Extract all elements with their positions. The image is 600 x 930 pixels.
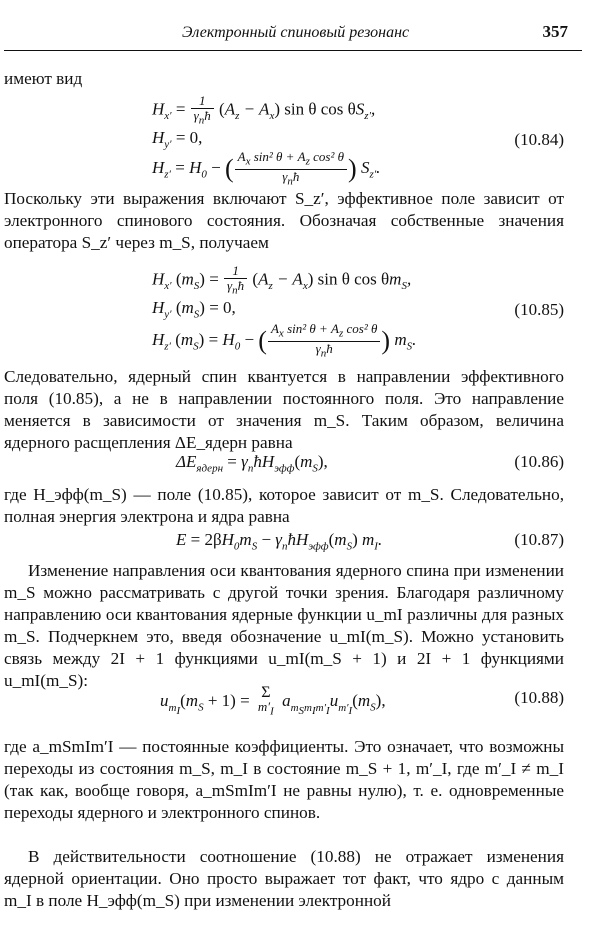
- paragraph: [4, 484, 564, 528]
- equation-line: $E = 2\beta H_0m_S$ − $\gamma_nħH_{эфф}(m_S)$ $m_I$.: [176, 530, 383, 553]
- paragraph-intro: [4, 68, 564, 90]
- equation-10-84: [0, 88, 600, 188]
- equation-number: (10.86): [514, 452, 564, 471]
- equation-line: $H_{y'} = 0$,: [152, 128, 203, 151]
- equation-10-85: [0, 258, 600, 362]
- paragraph-text: Поскольку эти выражения включают S_z′, эффективное поле зависит от электронного спинового состояния. Обозначая собственные значения оператора S_z′ через m_S, получаем: [4, 189, 564, 252]
- running-head: [0, 18, 600, 48]
- equation-10-88: [0, 680, 600, 730]
- running-head-title: Электронный спиновый резонанс: [182, 24, 410, 41]
- paragraph: [4, 366, 564, 454]
- paragraph-text: Следовательно, ядерный спин квантуется в направлении эффективного поля (10.85), а не в направлении постоянного поля. Это направление меняется в зависимости от значения m_S. Таким образом, величина ядерного расщепления ΔE_ядерн равна: [4, 367, 564, 452]
- equation-line: $H_{x'}$ = $\frac{1}{\gamma_nħ}$ $(A_z - A_x)$ sin θ $\cos \theta S_{z'}$,: [152, 93, 376, 127]
- equation-number: (10.88): [514, 688, 564, 707]
- equation-number: (10.84): [514, 130, 564, 149]
- equation-line: $H_{y'}$ $(m_S) = 0$,: [152, 298, 236, 321]
- paragraph-text: В действительности соотношение (10.88) не отражает изменения ядерной ориентации. Оно просто выражает тот факт, что ядро с данным m_I в поле H_эфф(m_S) при изменении электронной: [4, 847, 564, 910]
- page-number: 357: [542, 22, 568, 41]
- equation-line: $H_{z'}$ $(m_S) = H_0$ − ( $\frac{A_x \sin^2 \theta + A_z \cos^2 \theta}{\gamma_nħ}$ ) $m_S$.: [152, 321, 417, 360]
- paragraph-text: Изменение направления оси квантования ядерного спина при изменении m_S можно рассматривать с другой точки зрения. Благодаря различному направлению оси квантования ядерные функции u_mI различны для разных m_S. Подчеркнем это, введя обозначение u_mI(m_S). Можно установить связь между 2I + 1 функциями u_mI(m_S + 1) и 2I + 1 функциями u_mI(m_S):: [4, 561, 564, 690]
- equation-number: (10.85): [514, 300, 564, 319]
- paragraph-text: имеют вид: [4, 69, 83, 88]
- paragraph: [4, 736, 564, 824]
- equation-line: $H_{x'}$ $(m_S)$ = $\frac{1}{\gamma_nħ}$ $(A_z - A_x)$ sin θ $\cos \theta m_S$,: [152, 263, 412, 297]
- paragraph: [4, 560, 564, 692]
- paragraph: [4, 188, 564, 254]
- equation-number: (10.87): [514, 530, 564, 549]
- equation-10-86: [0, 450, 600, 480]
- paragraph-text: где a_mSmIm′I — постоянные коэффициенты. Это означает, что возможны переходы из состояния m_S, m_I в состояние m_S + 1, m′_I, где m′_I ≠ m_I (так как, вообще говоря, a_mSmIm′I не равны нулю), т. е. одновременные переходы ядерного и электронного спинов.: [4, 737, 564, 822]
- equation-line: $u_{m_I}(m_S + 1)$ = Σ $m'_I$ $a_{m_Sm_Im'_I}u_{m'_I}(m_S)$,: [160, 684, 386, 718]
- header-rule: [4, 50, 582, 51]
- equation-10-87: [0, 528, 600, 558]
- paragraph: [4, 846, 564, 912]
- equation-line: $\Delta E_{ядерн}$ = $\gamma_nħH_{эфф}(m_S)$,: [176, 452, 328, 475]
- equation-line: $H_{z'} = H_0$ − ( $\frac{A_x \sin^2 \theta + A_z \cos^2 \theta}{\gamma_nħ}$ ) $S_{z'}$.: [152, 149, 381, 188]
- paragraph-text: где H_эфф(m_S) — поле (10.85), которое зависит от m_S. Следовательно, полная энергия электрона и ядра равна: [4, 485, 564, 526]
